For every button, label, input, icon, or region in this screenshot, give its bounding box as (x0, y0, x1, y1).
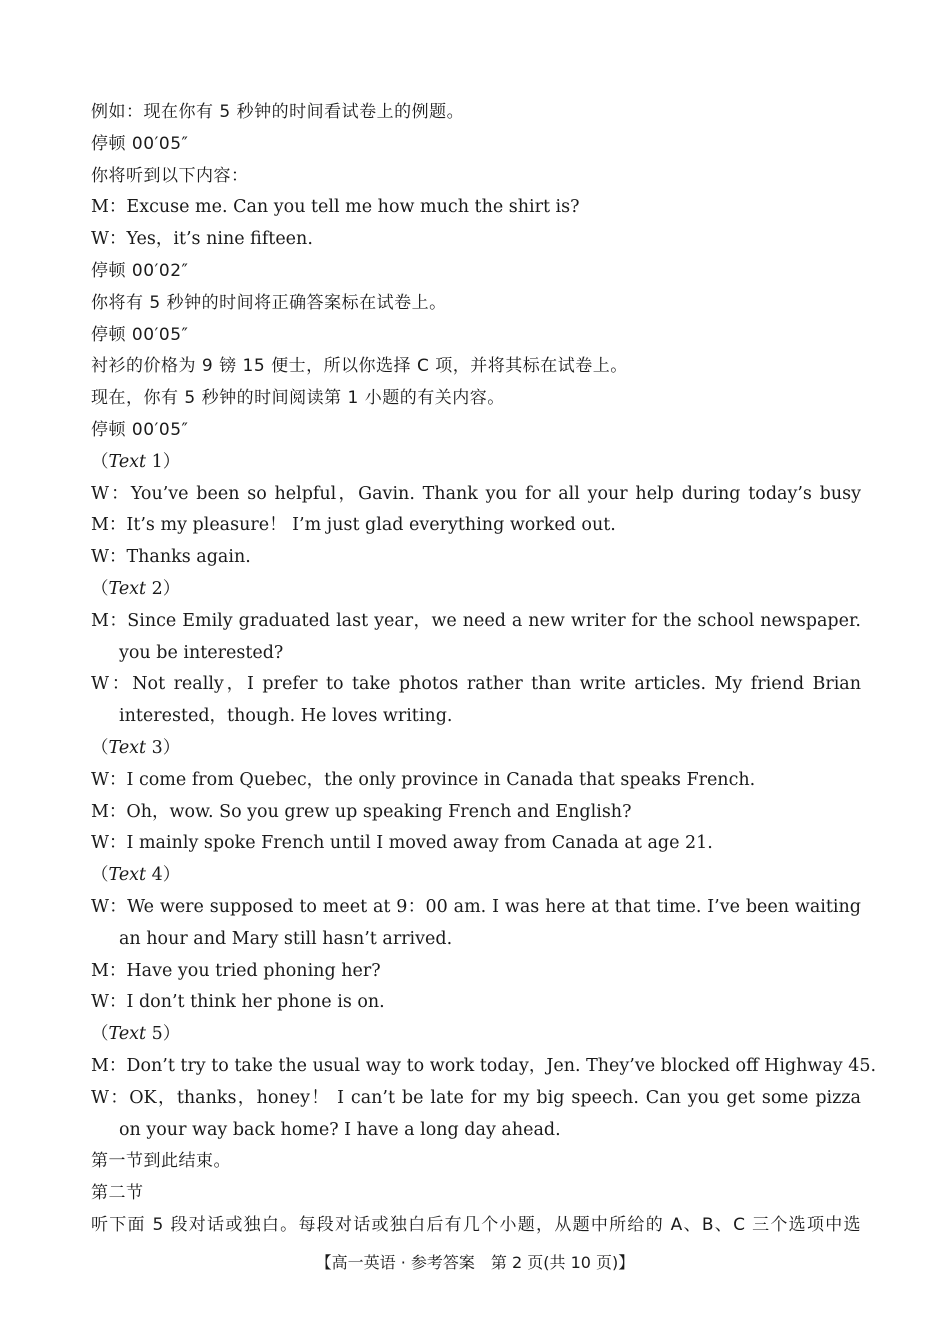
text-section-heading (91, 447, 861, 479)
text-section-heading (91, 574, 861, 606)
dialogue-line: M：Oh，wow. So you grew up speaking French and English? (91, 801, 632, 822)
heading-label: Text (108, 865, 147, 886)
heading-pre: （ (91, 1024, 109, 1045)
instruction-line: 停顿 00′05″ (91, 419, 189, 440)
dialogue-line: on your way back home? I have a long day ahead. (119, 1119, 561, 1140)
dialogue-line: W：I mainly spoke French until I moved away from Canada at age 21. (91, 833, 713, 854)
dialogue-line: M：It’s my pleasure！ I’m just glad everything worked out. (91, 515, 616, 536)
instruction-line: 第一节到此结束。 (91, 1151, 231, 1172)
heading-pre: （ (91, 451, 109, 472)
document-body (91, 97, 877, 1242)
dialogue-line: M：Since Emily graduated last year，we need a new writer for the school newspaper. (91, 610, 861, 631)
text-section-heading (91, 1019, 861, 1051)
dialogue-line: W：You’ve been so helpful，Gavin. Thank you for all your help during today’s busy (91, 483, 861, 504)
heading-label: Text (108, 737, 147, 758)
heading-label: Text (108, 578, 147, 599)
heading-post: 2） (146, 578, 181, 599)
instruction-line: 停顿 00′05″ (91, 133, 189, 154)
heading-pre: （ (91, 865, 109, 886)
dialogue-line: W：I don’t think her phone is on. (91, 992, 385, 1013)
heading-post: 4） (146, 865, 181, 886)
instruction-line: 你将听到以下内容： (91, 165, 249, 186)
text-section-heading (91, 733, 861, 765)
dialogue-line: W：Yes，it’s nine fifteen. (91, 229, 313, 250)
dialogue-line: M：Don’t try to take the usual way to work today，Jen. They’ve blocked off Highway 45. (91, 1055, 877, 1076)
dialogue-line: you be interested? (119, 642, 284, 663)
dialogue-line: M：Excuse me. Can you tell me how much the shirt is? (91, 197, 580, 218)
heading-pre: （ (91, 578, 109, 599)
heading-label: Text (108, 1024, 147, 1045)
dialogue-line: W：OK，thanks，honey！ I can’t be late for my big speech. Can you get some pizza (91, 1087, 861, 1108)
dialogue-line: an hour and Mary still hasn’t arrived. (119, 928, 453, 949)
heading-post: 1） (146, 451, 181, 472)
text-section-heading (91, 860, 861, 892)
dialogue-line: interested，though. He loves writing. (119, 706, 453, 727)
instruction-line: 听下面 5 段对话或独白。每段对话或独白后有几个小题，从题中所给的 A、B、C 三个选项中选 (91, 1214, 861, 1235)
instruction-line: 停顿 00′02″ (91, 260, 189, 281)
heading-post: 5） (146, 1024, 181, 1045)
instruction-line: 停顿 00′05″ (91, 324, 189, 345)
dialogue-line: W：We were supposed to meet at 9：00 am. I was here at that time. I’ve been waiting (91, 896, 861, 917)
dialogue-line: W：I come from Quebec，the only province in Canada that speaks French. (91, 769, 756, 790)
dialogue-line: W：Thanks again. (91, 547, 251, 568)
heading-label: Text (108, 451, 147, 472)
instruction-line: 衬衫的价格为 9 镑 15 便士，所以你选择 C 项，并将其标在试卷上。 (91, 356, 628, 377)
instruction-line: 例如：现在你有 5 秒钟的时间看试卷上的例题。 (91, 102, 465, 122)
heading-pre: （ (91, 737, 109, 758)
dialogue-line: M：Have you tried phoning her? (91, 960, 381, 981)
instruction-line: 现在，你有 5 秒钟的时间阅读第 1 小题的有关内容。 (91, 388, 505, 409)
dialogue-line: W：Not really，I prefer to take photos rather than write articles. My friend Brian (91, 674, 861, 695)
heading-post: 3） (146, 737, 181, 758)
page-footer: 【高一英语 · 参考答案 第 2 页(共 10 页)】 (315, 1253, 635, 1272)
instruction-line: 第二节 (91, 1183, 144, 1204)
instruction-line: 你将有 5 秒钟的时间将正确答案标在试卷上。 (91, 292, 447, 313)
